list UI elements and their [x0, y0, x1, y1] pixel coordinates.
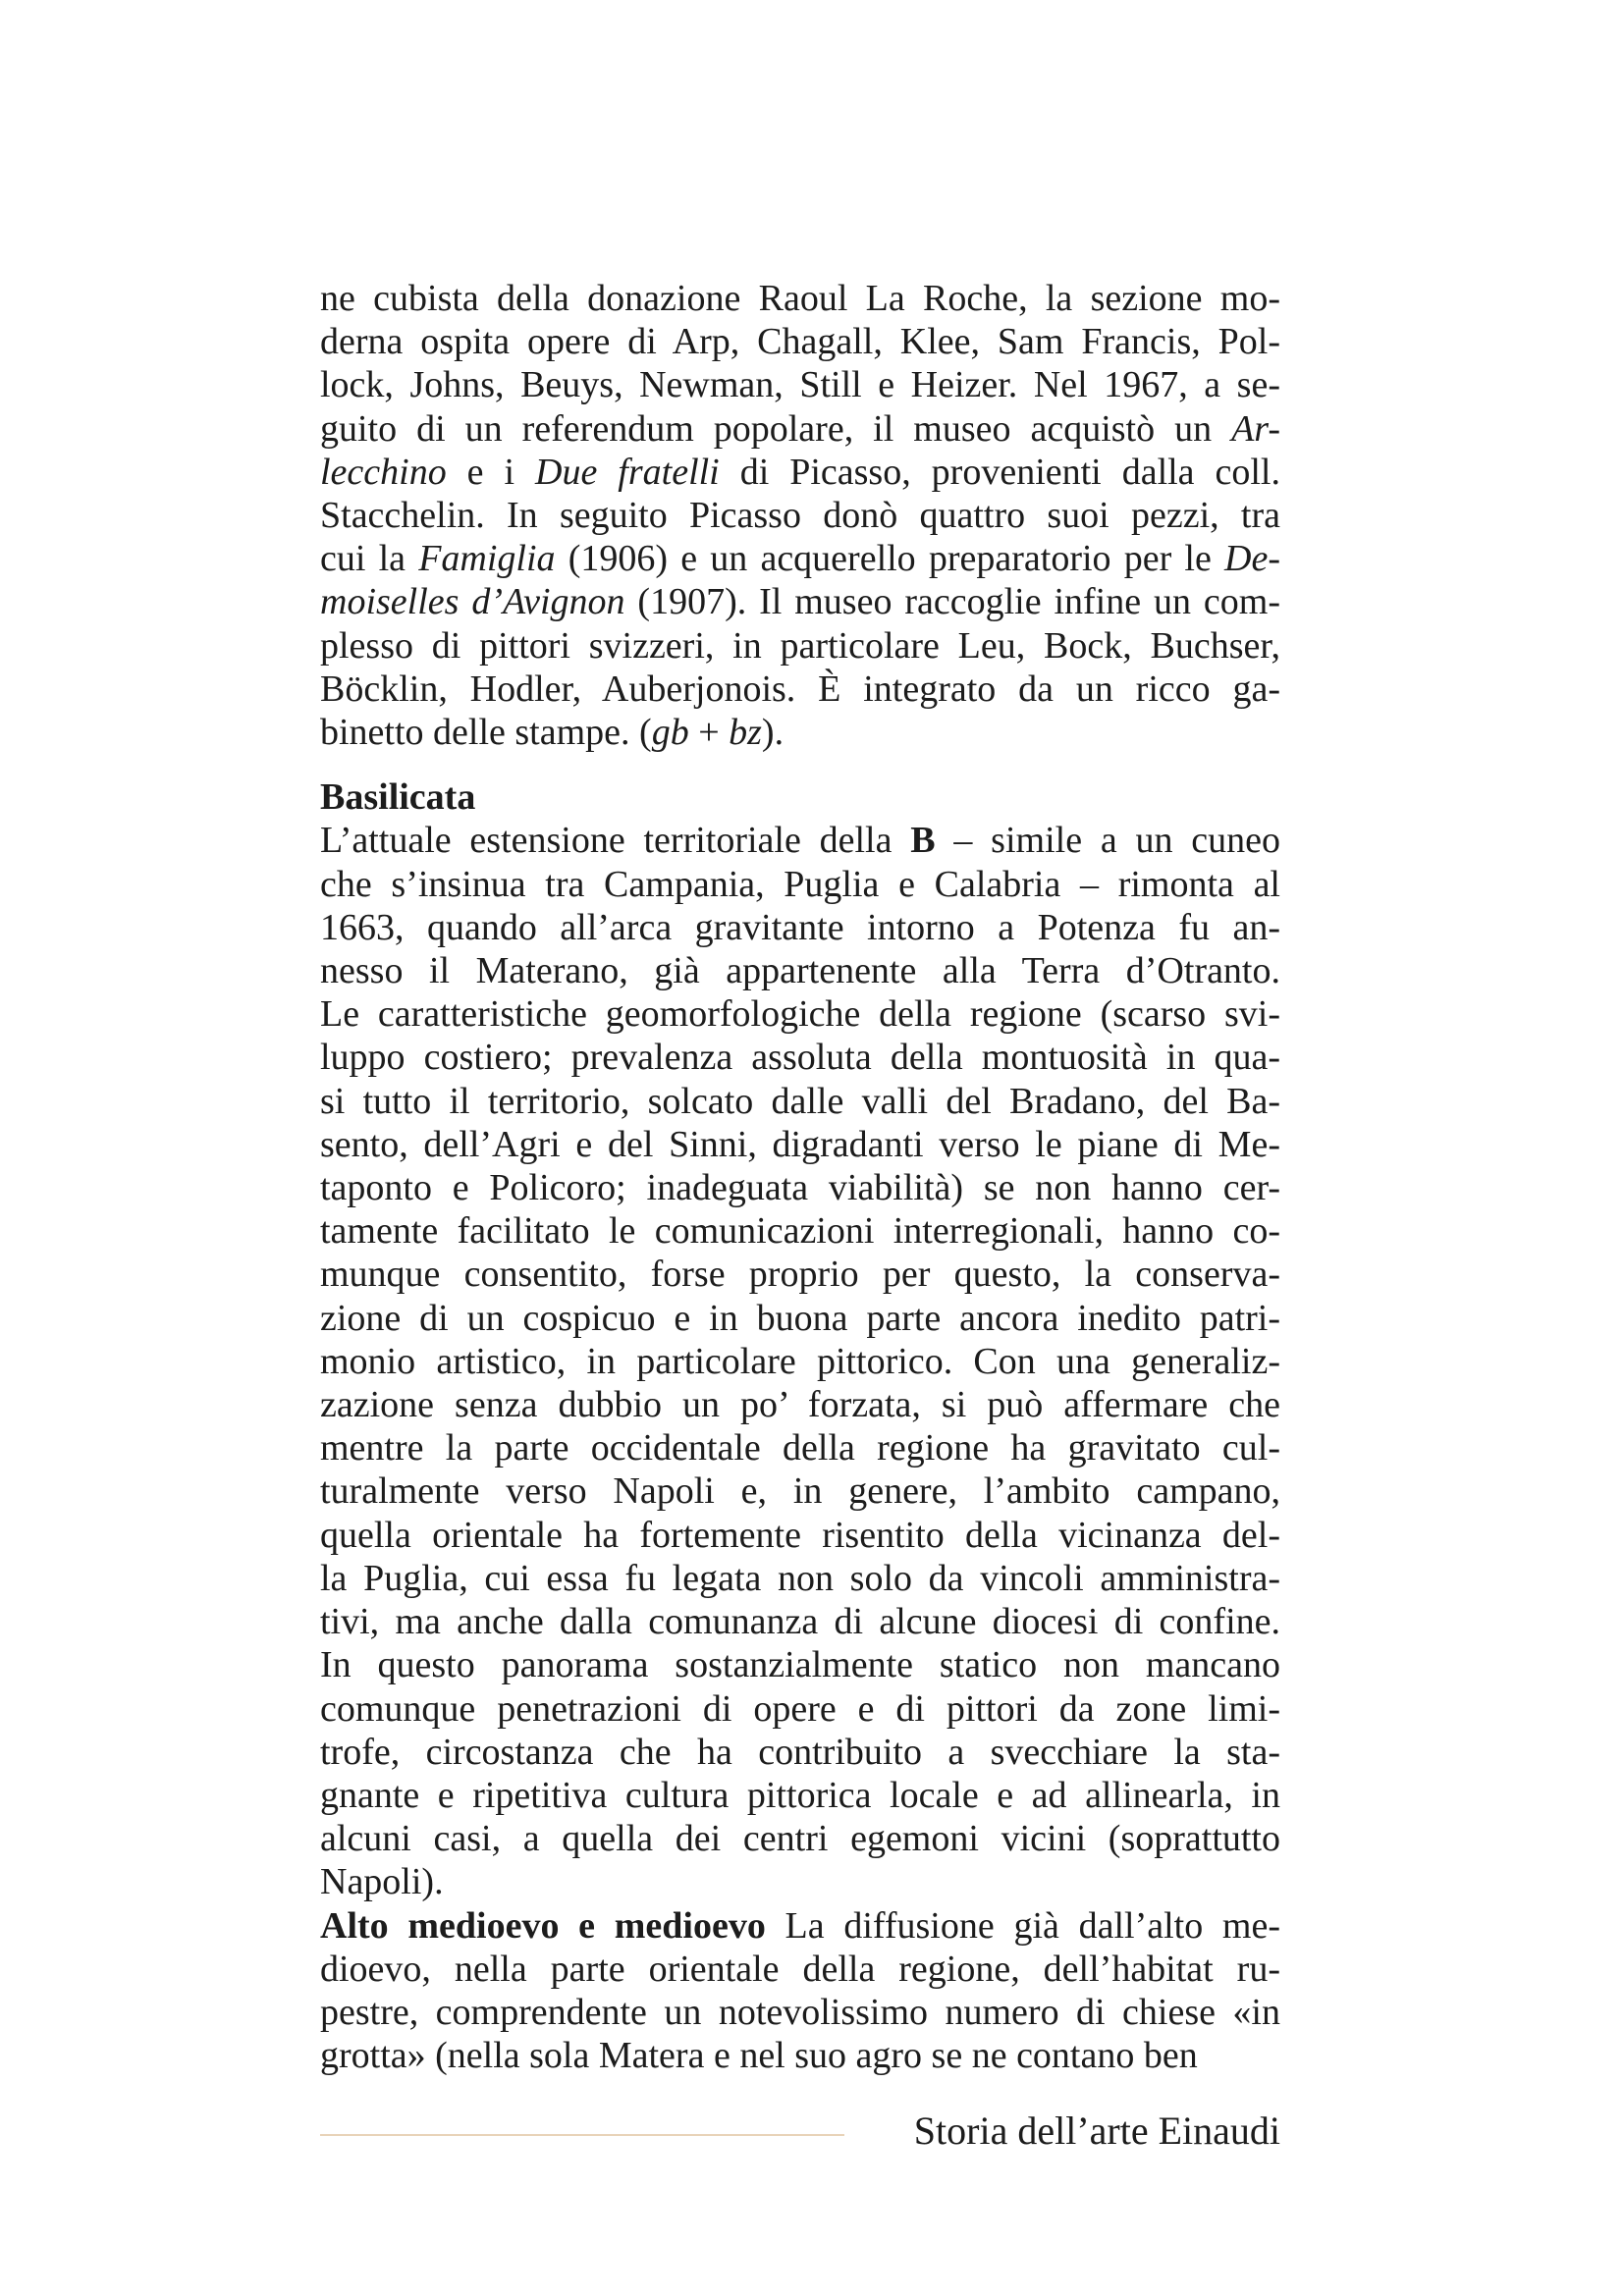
italic-text: moiselles d’Avignon [320, 581, 625, 623]
section-heading-basilicata: Basilicata [320, 776, 476, 819]
text-line: munque consentito, forse proprio per questo, la conserva- [320, 1254, 1280, 1296]
text-line: 1663, quando all’arca gravitante intorno a Potenza fu an- [320, 906, 1280, 948]
text-line: In questo panorama sostanzialmente statico non mancano [320, 1644, 1280, 1686]
text-line: la Puglia, cui essa fu legata non solo da vincoli amministra- [320, 1557, 1280, 1599]
text-line: moiselles d’Avignon (1907). Il museo raccoglie infine un com- [320, 581, 1280, 623]
text-line: gnante e ripetitiva cultura pittorica locale e ad allinearla, in [320, 1774, 1280, 1816]
italic-text: gb [651, 712, 689, 754]
text-line: Stacchelin. In seguito Picasso donò quattro suoi pezzi, tra [320, 495, 1280, 537]
text-line: taponto e Policoro; inadeguata viabilità) se non hanno cer- [320, 1167, 1280, 1209]
text-line: quella orientale ha fortemente risentito della vicinanza del- [320, 1514, 1280, 1556]
text-line: ne cubista della donazione Raoul La Roche, la sezione mo- [320, 278, 1280, 319]
text-line: cui la Famiglia (1906) e un acquerello preparatorio per le De- [320, 538, 1280, 580]
text-line: Napoli). [320, 1861, 444, 1903]
text-line: Le caratteristiche geomorfologiche della regione (scarso svi- [320, 993, 1280, 1036]
italic-text: Ar- [1231, 407, 1280, 450]
text-line: lock, Johns, Beuys, Newman, Still e Heizer. Nel 1967, a se- [320, 364, 1280, 406]
text-line: che s’insinua tra Campania, Puglia e Calabria – rimonta al [320, 863, 1280, 905]
text-line: mentre la parte occidentale della regione ha gravitato cul- [320, 1427, 1280, 1469]
text-line: pestre, comprendente un notevolissimo numero di chiese «in [320, 1991, 1280, 2033]
text-line: grotta» (nella sola Matera e nel suo agro se ne contano ben [320, 2035, 1198, 2077]
italic-text: bz [729, 712, 762, 754]
text-line: tivi, ma anche dalla comunanza di alcune diocesi di confine. [320, 1601, 1280, 1643]
intro-paragraph [320, 277, 1280, 754]
text-line: nesso il Materano, già appartenente alla Terra d’Otranto. [320, 950, 1280, 992]
alto-medioevo-paragraph [320, 1904, 1280, 2078]
text-line: sento, dell’Agri e del Sinni, digradanti verso le piane di Me- [320, 1123, 1280, 1165]
text-line: tamente facilitato le comunicazioni interregionali, hanno co- [320, 1210, 1280, 1253]
footer-publication-title: Storia dell’arte Einaudi [913, 2109, 1280, 2153]
text-line: Alto medioevo e medioevo La diffusione già dall’alto me- [320, 1904, 1280, 1947]
italic-text: Famiglia [418, 538, 556, 580]
text-line: zione di un cospicuo e in buona parte ancora inedito patri- [320, 1297, 1280, 1339]
text-line: lecchino e i Due fratelli di Picasso, provenienti dalla coll. [320, 451, 1280, 493]
bold-text: Alto medioevo e medioevo [320, 1904, 766, 1947]
text-line: zazione senza dubbio un po’ forzata, si può affermare che [320, 1384, 1280, 1426]
text-line: derna ospita opere di Arp, Chagall, Klee, Sam Francis, Pol- [320, 321, 1280, 363]
text-line: Böcklin, Hodler, Auberjonois. È integrato da un ricco ga- [320, 667, 1280, 710]
italic-text: De- [1224, 538, 1280, 580]
text-line: alcuni casi, a quella dei centri egemoni vicini (soprattutto [320, 1818, 1280, 1860]
basilicata-paragraph [320, 819, 1280, 1903]
text-line: binetto delle stampe. (gb + bz). [320, 712, 784, 754]
text-line: luppo costiero; prevalenza assoluta della montuosità in qua- [320, 1037, 1280, 1079]
italic-text: Due fratelli [535, 451, 720, 493]
footer-rule [320, 2134, 844, 2136]
text-line: dioevo, nella parte orientale della regione, dell’habitat ru- [320, 1948, 1280, 1990]
article-text [320, 277, 1280, 2077]
text-line: L’attuale estensione territoriale della B – simile a un cuneo [320, 820, 1281, 862]
text-line: comunque penetrazioni di opere e di pittori da zone limi- [320, 1687, 1280, 1730]
text-line: guito di un referendum popolare, il museo acquistò un Ar- [320, 407, 1280, 450]
text-line: si tutto il territorio, solcato dalle valli del Bradano, del Ba- [320, 1080, 1280, 1122]
bold-text: B [910, 820, 936, 862]
text-line: monio artistico, in particolare pittorico. Con una generaliz- [320, 1340, 1280, 1382]
text-line: plesso di pittori svizzeri, in particolare Leu, Bock, Buchser, [320, 624, 1280, 667]
text-line: turalmente verso Napoli e, in genere, l’ambito campano, [320, 1470, 1280, 1513]
text-line: trofe, circostanza che ha contribuito a svecchiare la sta- [320, 1731, 1280, 1773]
italic-text: lecchino [320, 451, 447, 493]
